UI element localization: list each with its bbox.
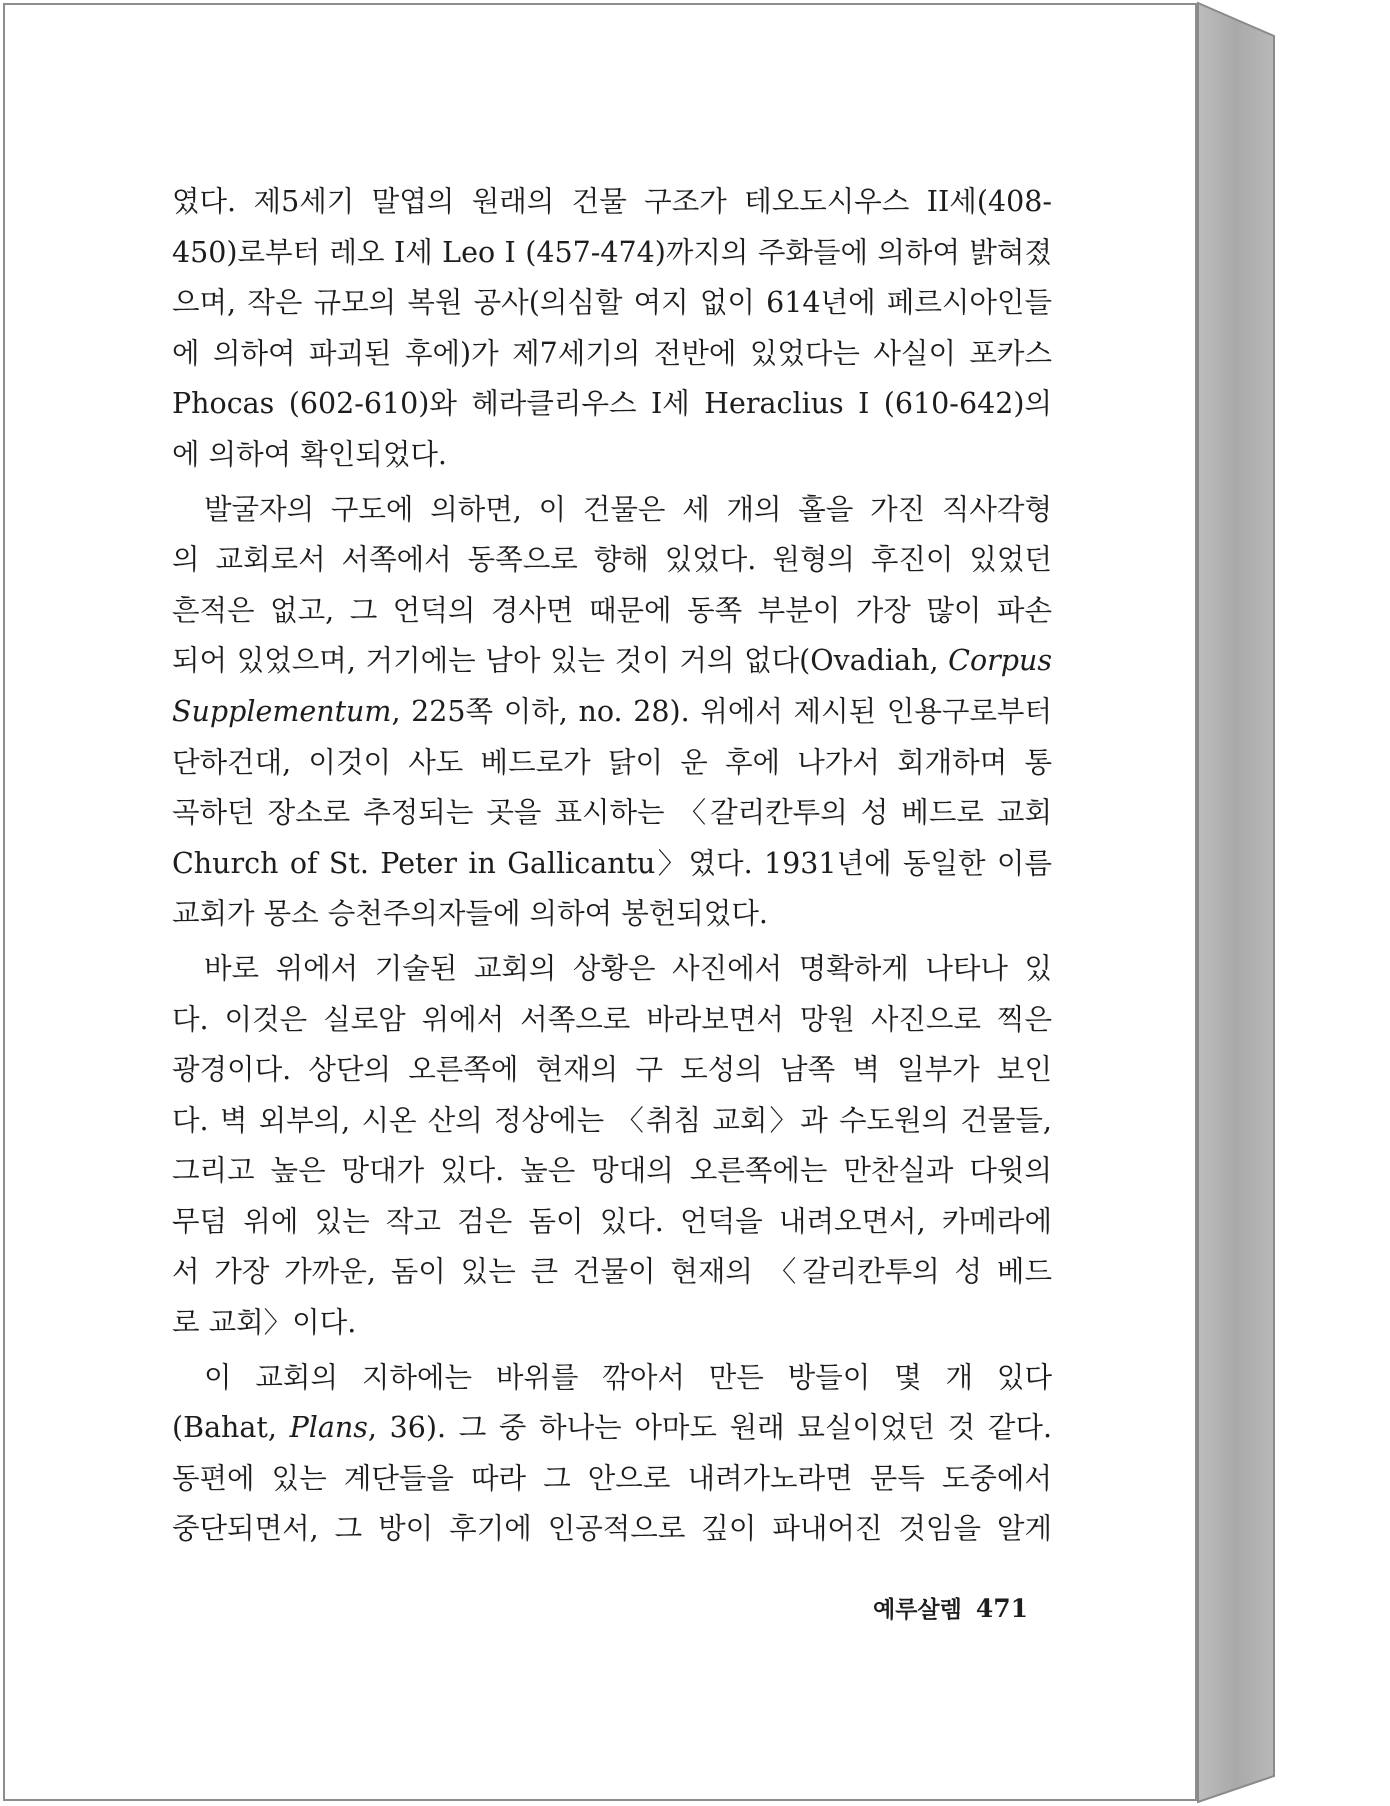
text-line — [172, 636, 1052, 687]
text-line: 광경이다. 상단의 오른쪽에 현재의 구 도성의 남쪽 벽 일부가 보인 — [172, 1053, 1052, 1087]
text-line: 450)로부터 레오 I세 Leo I (457-474)까지의 주화들에 의하여 밝혀졌 — [172, 235, 1052, 269]
text-line: 교회가 몽소 승천주의자들에 의하여 봉헌되었다. — [172, 897, 768, 931]
text-segment: , 225쪽 이하, no. 28). 위에서 제시된 인용구로부터 — [391, 694, 1052, 728]
text-line: 중단되면서, 그 방이 후기에 인공적으로 깊이 파내어진 것임을 알게 — [172, 1512, 1052, 1546]
text-segment: (Bahat, — [172, 1411, 290, 1445]
text-line: 에 의하여 확인되었다. — [172, 437, 447, 471]
text-line: Church of St. Peter in Gallicantu〉였다. 1931년에 동일한 이름 — [172, 846, 1052, 880]
text-line: 무덤 위에 있는 작고 검은 돔이 있다. 언덕을 내려오면서, 카메라에 — [172, 1204, 1052, 1238]
text-line: Phocas (602-610)와 헤라클리우스 I세 Heraclius I (610-642)의 — [172, 387, 1052, 421]
book-page — [3, 3, 1197, 1801]
italic-citation: Supplementum — [172, 694, 392, 728]
text-line: 단하건대, 이것이 사도 베드로가 닭이 운 후에 나가서 회개하며 통 — [172, 745, 1052, 779]
paragraph-1 — [172, 177, 1052, 481]
text-line: 이 교회의 지하에는 바위를 깎아서 만든 방들이 몇 개 있다 — [204, 1360, 1052, 1394]
text-line: 에 의하여 파괴된 후에)가 제7세기의 전반에 있었다는 사실이 포카스 — [172, 336, 1052, 370]
body-text — [172, 177, 1052, 1559]
italic-citation: Corpus — [948, 644, 1052, 678]
text-line: 다. 벽 외부의, 시온 산의 정상에는 〈취침 교회〉과 수도원의 건물들, — [172, 1103, 1052, 1137]
text-line: 으며, 작은 규모의 복원 공사(의심할 여지 없이 614년에 페르시아인들 — [172, 286, 1052, 320]
text-line: 흔적은 없고, 그 언덕의 경사면 때문에 동쪽 부분이 가장 많이 파손 — [172, 593, 1052, 627]
text-line: 다. 이것은 실로암 위에서 서쪽으로 바라보면서 망원 사진으로 찍은 — [172, 1002, 1052, 1036]
text-line: 곡하던 장소로 추정되는 곳을 표시하는 〈갈리칸투의 성 베드로 교회 — [172, 796, 1052, 830]
text-line: 동편에 있는 계단들을 따라 그 안으로 내려가노라면 문득 도중에서 — [172, 1461, 1052, 1495]
text-line — [172, 1403, 1052, 1454]
running-head: 예루살렘 — [873, 1597, 962, 1623]
page-footer — [873, 1591, 1028, 1624]
text-line: 였다. 제5세기 말엽의 원래의 건물 구조가 테오도시우스 II세(408- — [172, 185, 1052, 218]
paragraph-2 — [172, 485, 1052, 940]
text-line: 바로 위에서 기술된 교회의 상황은 사진에서 명확하게 나타나 있 — [204, 951, 1052, 985]
text-segment: , 36). 그 중 하나는 아마도 원래 묘실이었던 것 같다. — [367, 1411, 1052, 1445]
paragraph-3 — [172, 944, 1052, 1349]
text-line — [172, 687, 1052, 738]
paragraph-4 — [172, 1353, 1052, 1555]
italic-citation: Plans — [289, 1411, 368, 1445]
page-number: 471 — [975, 1594, 1029, 1623]
text-line: 의 교회로서 서쪽에서 동쪽으로 향해 있었다. 원형의 후진이 있었던 — [172, 543, 1052, 577]
text-line: 로 교회〉이다. — [172, 1306, 357, 1340]
text-line: 그리고 높은 망대가 있다. 높은 망대의 오른쪽에는 만찬실과 다윗의 — [172, 1154, 1052, 1188]
text-segment: 되어 있었으며, 거기에는 남아 있는 것이 거의 없다(Ovadiah, — [172, 644, 949, 678]
text-line: 서 가장 가까운, 돔이 있는 큰 건물이 현재의 〈갈리칸투의 성 베드 — [172, 1255, 1052, 1289]
text-line: 발굴자의 구도에 의하면, 이 건물은 세 개의 홀을 가진 직사각형 — [204, 492, 1052, 526]
